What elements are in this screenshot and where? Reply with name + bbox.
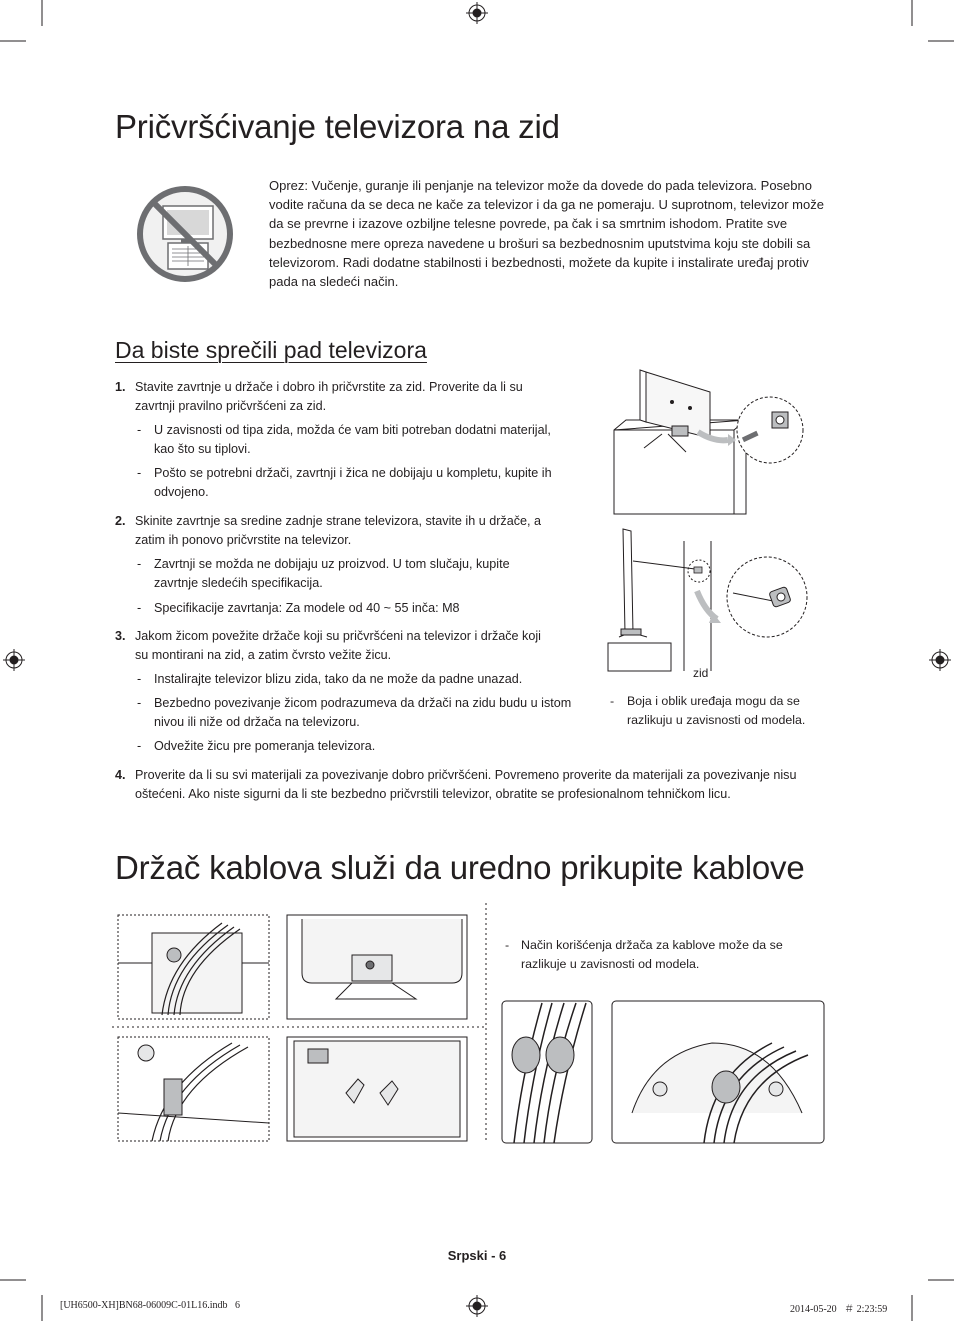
step-number: 1. (115, 380, 126, 394)
step-3-note-3: - Odvežite žicu pre pomeranja televizora. (137, 737, 587, 756)
note-text: Zavrtnji se možda ne dobijaju uz proizvod. U tom slučaju, kupite zavrtnje sledećih specifikacija. (154, 557, 510, 591)
note-text: Instalirajte televizor blizu zida, tako da ne može da padne unazad. (154, 672, 523, 686)
note-text: Bezbedno povezivanje žicom podrazumeva da držači na zidu budu u istom nivou ili niže od držača na televizoru. (154, 696, 572, 730)
step-1-note-1: - U zavisnosti od tipa zida, možda će vam biti potreban dodatni materijal, kao što su tiplovi. (137, 421, 557, 459)
step-text: Skinite zavrtnje sa sredine zadnje strane televizora, stavite ih u držače, a zatim ih ponovo pričvrstite na televizor. (135, 514, 542, 548)
registration-mark-bottom (466, 1295, 488, 1317)
registration-mark-left (3, 649, 25, 671)
step-3-note-1: - Instalirajte televizor blizu zida, tako da ne može da padne unazad. (137, 670, 587, 689)
step-2 (115, 512, 555, 550)
cable-panel-5 (502, 1001, 592, 1143)
step-number: 3. (115, 629, 126, 643)
step-3 (115, 627, 555, 665)
side-note-text: Boja i oblik uređaja mogu da se razlikuju u zavisnosti od modela. (627, 694, 806, 728)
no-climbing-on-tv-icon (137, 186, 233, 282)
note-text: U zavisnosti od tipa zida, možda će vam biti potreban dodatni materijal, kao što su tiplovi. (154, 423, 551, 457)
step-number: 2. (115, 514, 126, 528)
safety-warning-text: Oprez: Vučenje, guranje ili penjanje na televizor može da dovede do pada televizora. Posebno vodite računa da se deca ne kače za televizor i da ga ne pomeraju. U suprotnom, televizor može da se prevrne i izazove ozbiljne telesne povrede, pa čak i sa smrtnim ishodom. Pratite sve bezbednosne mere opreza navedene u brošuri sa bezbednosnim uputstvima koju ste dobili sa televizorom. Radi dodatne stabilnosti i bezbednosti, možete da kupite i instalirate uređaj protiv pada na sledeći način. (269, 178, 824, 290)
registration-mark-top (466, 2, 488, 24)
step-1 (115, 378, 555, 416)
note-text: Specifikacije zavrtanja: Za modele od 40 ~ 55 inča: M8 (154, 601, 460, 615)
cable-panel-6 (612, 1001, 824, 1143)
step-4 (115, 766, 815, 804)
tv-on-stand-bracket-illustration (610, 368, 810, 518)
section-title-cable-holder: Držač kablova služi da uredno prikupite kablove (115, 849, 805, 886)
step-3-note-2: - Bezbedno povezivanje žicom podrazumeva da držači na zidu budu u istom nivou ili niže od držača na televizoru. (137, 694, 587, 732)
page-number: Srpski - 6 (447, 1248, 507, 1263)
note-text: Odvežite žicu pre pomeranja televizora. (154, 739, 376, 753)
note-text: Pošto se potrebni držači, zavrtnji i žica ne dobijaju u kompletu, kupite ih odvojeno. (154, 466, 552, 500)
step-2-note-2: - Specifikacije zavrtanja: Za modele od 40 ~ 55 inča: M8 (137, 599, 557, 618)
step-text: Stavite zavrtnje u držače i dobro ih pričvrstite za zid. Proverite da li su zavrtnji pravilno pričvršćeni za zid. (135, 380, 523, 414)
cable-holder-note-text: Način korišćenja držača za kablove može da se razlikuje u zavisnosti od modela. (521, 938, 783, 972)
step-2-note-1: - Zavrtnji se možda ne dobijaju uz proizvod. U tom slučaju, kupite zavrtnje sledećih specifikacija. (137, 555, 537, 593)
side-note: - Boja i oblik uređaja mogu da se razlikuju u zavisnosti od modela. (610, 692, 820, 730)
step-number: 4. (115, 768, 126, 782)
step-1-note-2: - Pošto se potrebni držači, zavrtnji i žica ne dobijaju u kompletu, kupite ih odvojeno. (137, 464, 557, 502)
cable-holder-note: - Način korišćenja držača za kablove može da se razlikuje u zavisnosti od modela. (505, 936, 815, 974)
tv-wall-wire-illustration (605, 525, 810, 675)
registration-mark-right (929, 649, 951, 671)
subsection-title-prevent-fall: Da biste sprečili pad televizora (115, 337, 427, 363)
step-text: Proverite da li su svi materijali za povezivanje dobro pričvršćeni. Povremeno proverite da materijali za povezivanje nisu oštećeni. Ako niste sigurni da li ste bezbedno pričvrstili televizor, obratite se profesionalnom tehničkom licu. (135, 768, 797, 802)
cable-panel-4 (287, 1037, 467, 1141)
section-title-wall-mount: Pričvršćivanje televizora na zid (115, 108, 560, 145)
step-text: Jakom žicom povežite držače koji su pričvršćeni na televizor i držače koji su montirani na zid, a zatim čvrsto vežite žicu. (135, 629, 541, 663)
print-slug-right: 2014-05-20 ＃ 2:23:59 (790, 1304, 888, 1315)
cable-panel-2 (287, 915, 467, 1019)
wall-label: zid (693, 666, 709, 680)
cable-panel-1 (118, 915, 269, 1019)
print-slug-left: [UH6500-XH]BN68-06009C-01L16.indb 6 (60, 1300, 240, 1311)
cable-panel-3 (118, 1037, 269, 1141)
